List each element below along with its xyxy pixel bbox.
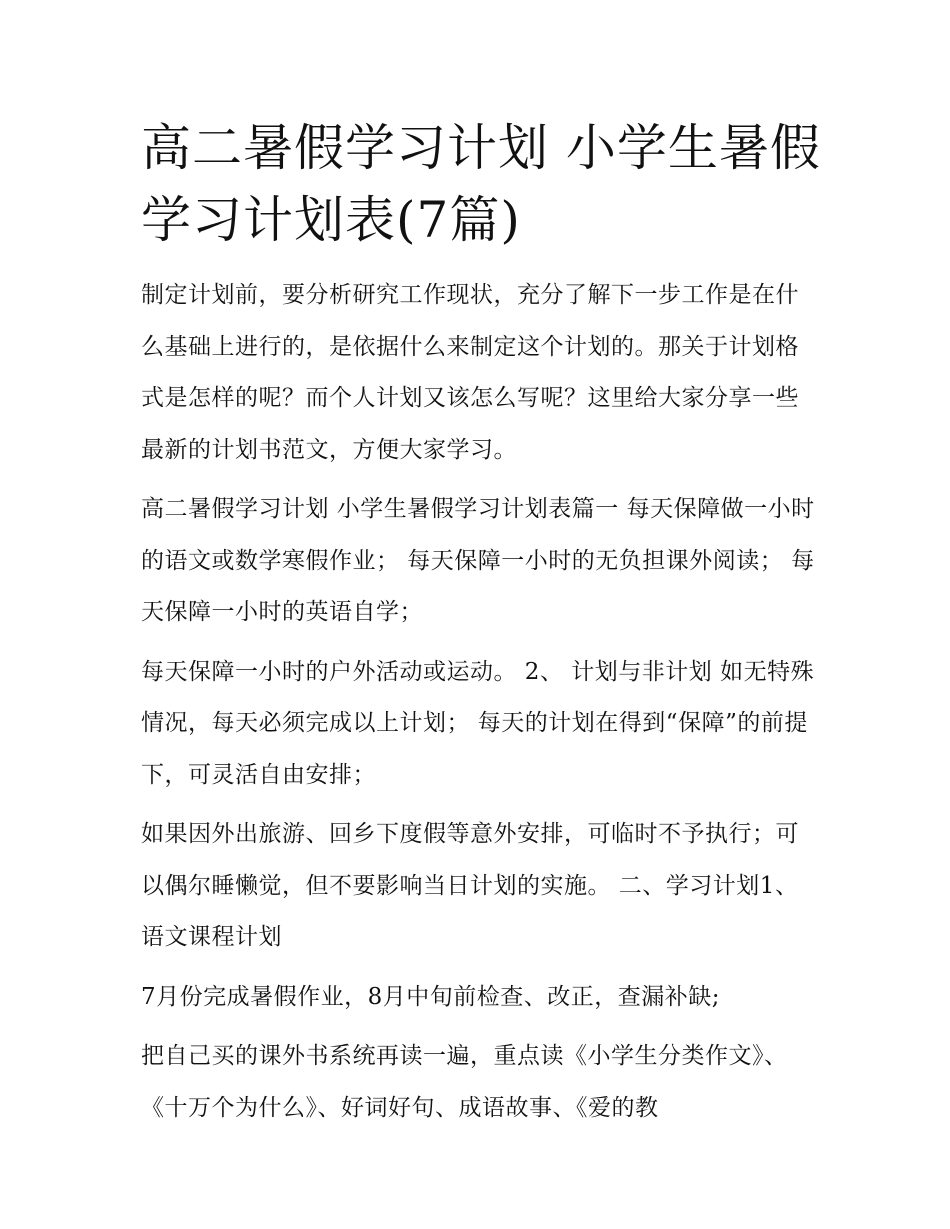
paragraph-reading: 把自己买的课外书系统再读一遍，重点读《小学生分类作文》、《十万个为什么》、好词好句、成语故事、《爱的教 <box>141 1043 788 1121</box>
paragraph-homework: 7月份完成暑假作业，8月中旬前检查、改正，查漏补缺; <box>141 983 721 1010</box>
paragraph-daily-plan: 高二暑假学习计划 小学生暑假学习计划表篇一 每天保障做一小时的语文或数学寒假作业； 每天保障一小时的无负担课外阅读； 每天保障一小时的英语自学； <box>141 496 815 625</box>
paragraph-intro: 制定计划前，要分析研究工作现状，充分了解下一步工作是在什么基础上进行的，是依据什么来制定这个计划的。那关于计划格式是怎样的呢？而个人计划又该怎么写呢？这里给大家分享一些最新的计划书范文，方便大家学习。 <box>141 282 799 463</box>
paragraph-plan-rules: 每天保障一小时的户外活动或运动。 2、 计划与非计划 如无特殊情况，每天必须完成以上计划； 每天的计划在得到“保障”的前提下，可灵活自由安排； <box>141 658 815 788</box>
document-title: 高二暑假学习计划 小学生暑假学习计划表(7篇) <box>141 119 821 249</box>
paragraph-exceptions: 如果因外出旅游、回乡下度假等意外安排，可临时不予执行；可以偶尔睡懒觉，但不要影响当日计划的实施。 二、学习计划1、 语文课程计划 <box>141 821 799 950</box>
document-body <box>141 112 821 1134</box>
